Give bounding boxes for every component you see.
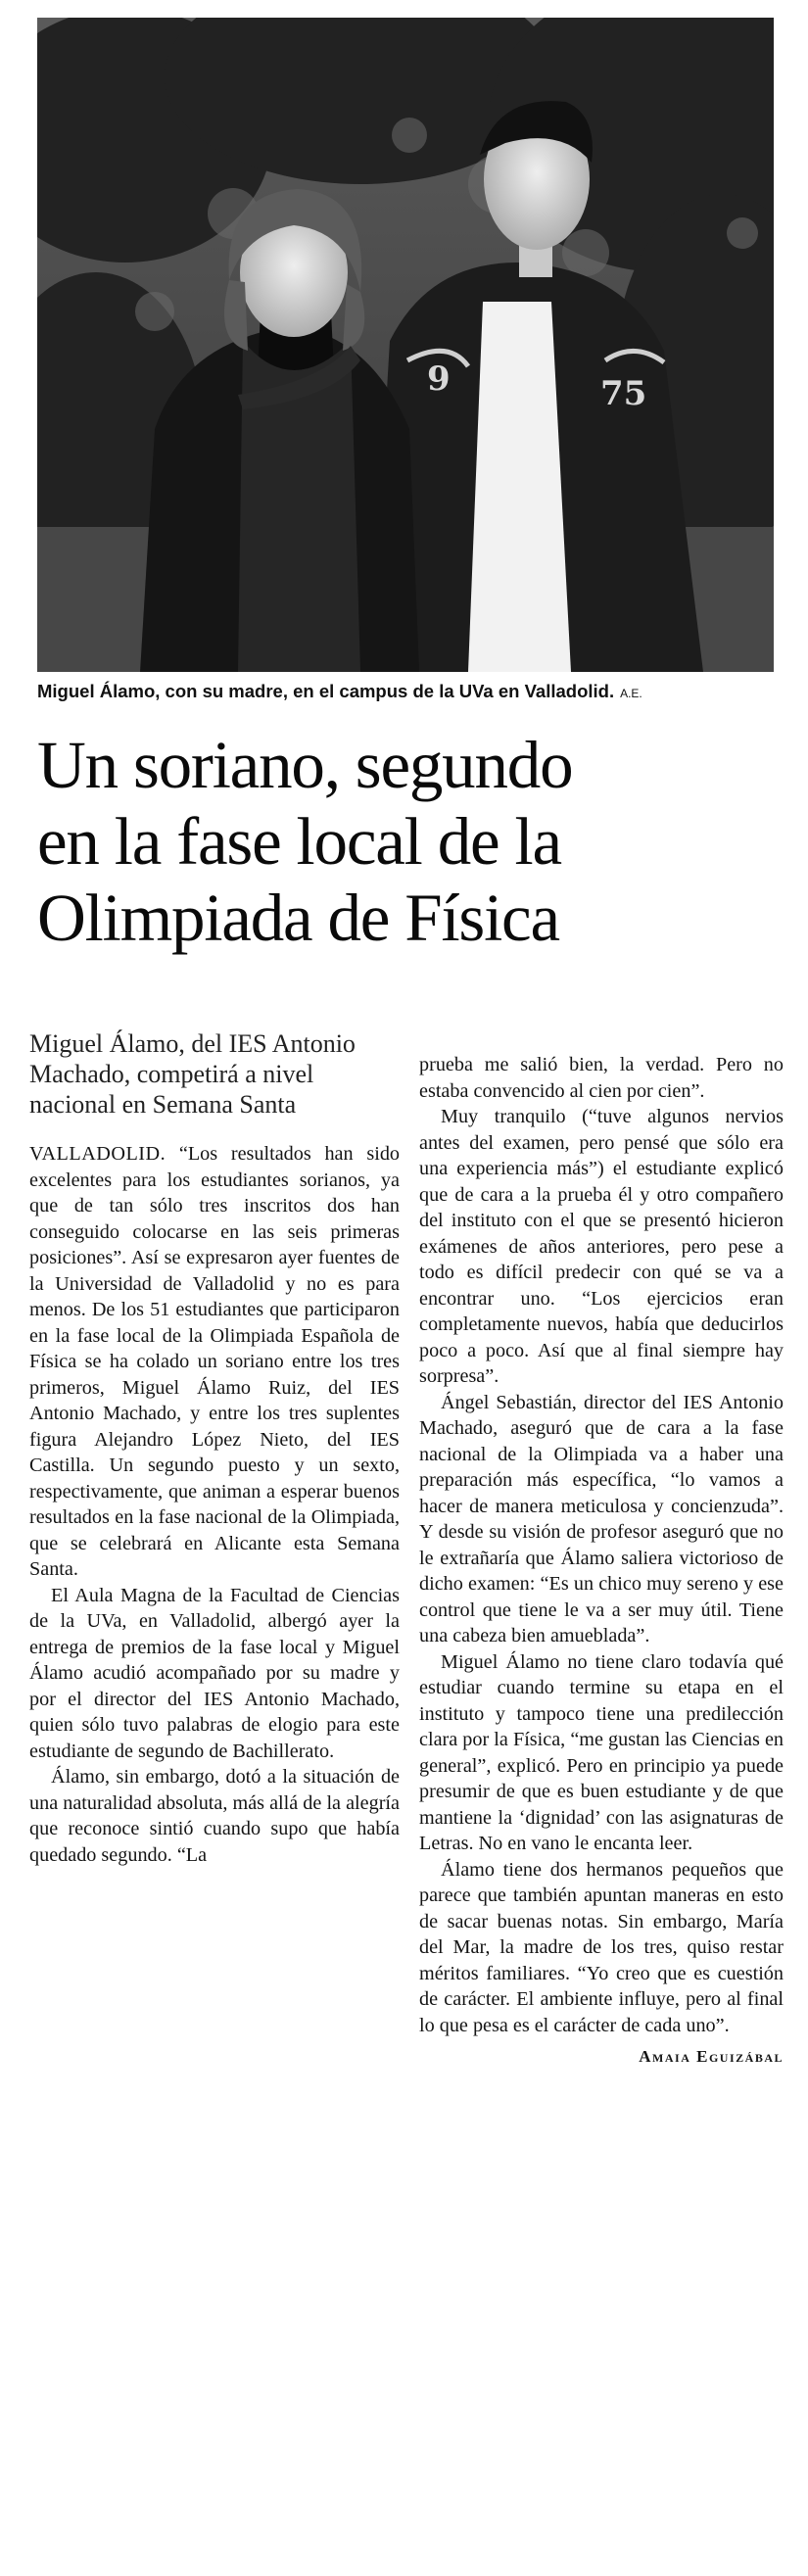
paragraph-4: Muy tranquilo (“tuve algunos nervios antes del examen, pero pensé que sólo era una experiencia más”) el estudiante explicó que de cara a la prueba él y otro compañero del instituto con el que se presentó hicieron exámenes de años anteriores, pero pese a todo es difícil predecir con qué se va a encontrar uno. “Los ejercicios eran completamente nuevos, había que deducirlos poco a poco. Así que al final siempre hay sorpresa”. [419,1106,784,1387]
author-byline: Amaia Eguizábal [639,2047,784,2066]
paragraph-7: Álamo tiene dos hermanos pequeños que parece que también apuntan maneras en esto de sacar buenas notas. Sin embargo, María del Mar, la madre de los tres, quiso restar méritos familiares. “Yo creo que es cuestión de carácter. El ambiente influye, pero al final lo que pesa es el carácter de cada uno”. [419,1858,784,2036]
paragraph-1-text: “Los resultados han sido excelentes para los estudiantes sorianos, ya que de tan sólo tres inscritos dos han conseguido colocarse en las seis primeras posiciones”. Así se expresaron ayer fuentes de la Universidad de Valladolid y no es para menos. De los 51 estudiantes que participaron en la fase local de la Olimpiada Española de Física se ha colado un soriano entre los tres primeros, Miguel Álamo Ruiz, del IES Antonio Machado, y entre los tres suplentes figura Alejandro López Nieto, del IES Castilla. Un segundo puesto y un sexto, respectivamente, que animan a esperar buenos resultados en la fase nacional de la Olimpiada, que se celebrará en Alicante esta Semana Santa. [29,1143,401,1580]
headline [37,727,782,956]
svg-text:9: 9 [427,359,451,399]
paragraph-3-continued: prueba me salió bien, la verdad. Pero no estaba convencido al cien por cien”. [419,1054,784,1102]
paragraph-3: Álamo, sin embargo, dotó a la situación de una naturalidad absoluta, más allá de la alegría que reconoce sintió cuando supo que había quedado segundo. “La [29,1766,400,1866]
photo-caption [37,681,782,702]
headline-line-1: Un soriano, segundo [37,728,573,802]
caption-text: Miguel Álamo, con su madre, en el campus de la UVa en Valladolid. [37,681,615,701]
column-right [419,1052,784,2071]
subheadline: Miguel Álamo, del IES Antonio Machado, competirá a nivel nacional en Semana Santa [29,1029,356,1119]
dateline: VALLADOLID. [29,1143,166,1165]
headline-line-2: en la fase local de la [37,804,561,879]
svg-text:75: 75 [600,374,647,413]
column-left [29,1028,400,1868]
article-photo [37,18,774,672]
paragraph-2: El Aula Magna de la Facultad de Ciencias de la UVa, en Valladolid, albergó ayer la entrega de premios de la fase local y Miguel Álamo acudió acompañado por su madre y por el director del IES Antonio Machado, quien sólo tuvo palabras de elogio para este estudiante de segundo de Bachillerato. [29,1584,400,1762]
paragraph-1 [29,1141,400,1583]
headline-line-3: Olimpiada de Física [37,881,559,955]
photo-credit: A.E. [620,687,642,700]
photo-illustration [37,18,774,672]
paragraph-5: Ángel Sebastián, director del IES Antonio Machado, aseguró que de cara a la fase nacional de la Olimpiada va a haber una preparación más específica, “lo vamos a hacer de manera meticulosa y concienzuda”. Y desde su visión de profesor aseguró que no le extrañaría que Álamo saliera victorioso de dicho examen: “Es un chico muy sereno y ese control que tiene le va a ser muy útil. Tiene una cabeza bien amueblada”. [419,1391,784,1646]
paragraph-6: Miguel Álamo no tiene claro todavía qué estudiar cuando termine su etapa en el instituto y tampoco tiene una predilección clara por la Física, “me gustan las Ciencias en general”, explicó. Pero en principio ya puede presumir de que es buen estudiante y de que mantiene la ‘dignidad’ con las asignaturas de Letras. No en vano le encanta leer. [419,1650,784,1854]
